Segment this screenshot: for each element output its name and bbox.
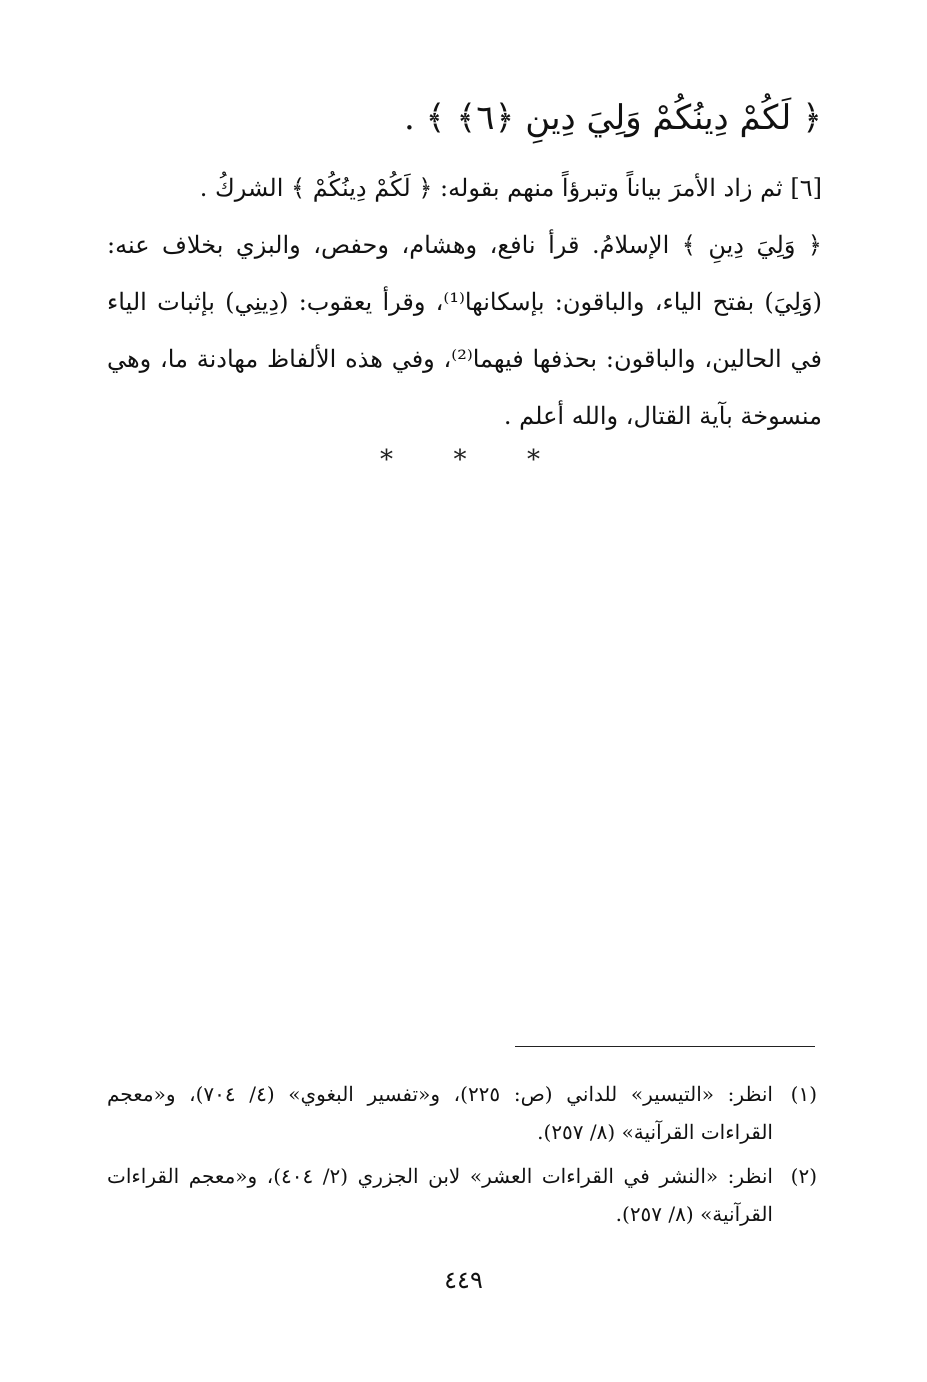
separator-star: * <box>527 445 540 475</box>
paragraph-verse-6-intro: [٦] ثم زاد الأمرَ بياناً وتبرؤاً منهم بقوله: ﴿ لَكُمْ دِينُكُمْ ﴾ الشركُ . <box>199 174 822 202</box>
separator-star: * <box>453 445 467 475</box>
quran-verse: ﴿ لَكُمْ دِينُكُمْ وَلِيَ دِينِ ﴿٦﴾ ﴾ . <box>403 98 822 138</box>
footnote-item <box>107 1157 817 1233</box>
section-separator <box>380 445 540 475</box>
footnotes <box>107 1075 817 1239</box>
footnote-text: انظر: «النشر في القراءات العشر» لابن الجزري (٢/ ٤٠٤)، و«معجم القراءات القرآنية» (٨/ ٢٥٧). <box>107 1164 773 1226</box>
footnote-number: (٢) <box>790 1164 817 1188</box>
page-number: ٤٤٩ <box>444 1266 483 1294</box>
commentary-body <box>107 160 822 445</box>
footnote-item <box>107 1075 817 1151</box>
footnote-number: (١) <box>790 1082 817 1106</box>
footnote-divider <box>515 1046 815 1047</box>
separator-star: * <box>380 445 393 475</box>
footnote-text: انظر: «التيسير» للداني (ص: ٢٢٥)، و«تفسير البغوي» (٤/ ٧٠٤)، و«معجم القراءات القرآنية» (٨/ ٢٥٧). <box>107 1082 773 1144</box>
paragraph-readings: ﴿ وَلِيَ دِينِ ﴾ الإسلامُ. قرأ نافع، وهشام، وحفص، والبزي بخلاف عنه: (وَلِيَ) بفتح الياء، والباقون: بإسكانها⁽¹⁾، وقرأ يعقوب: (دِينِي) بإثبات الياء في الحالين، والباقون: بحذفها فيهما⁽²⁾، وفي هذه الألفاظ مهادنة ما، وهي منسوخة بآية القتال، والله أعلم . <box>107 231 823 430</box>
